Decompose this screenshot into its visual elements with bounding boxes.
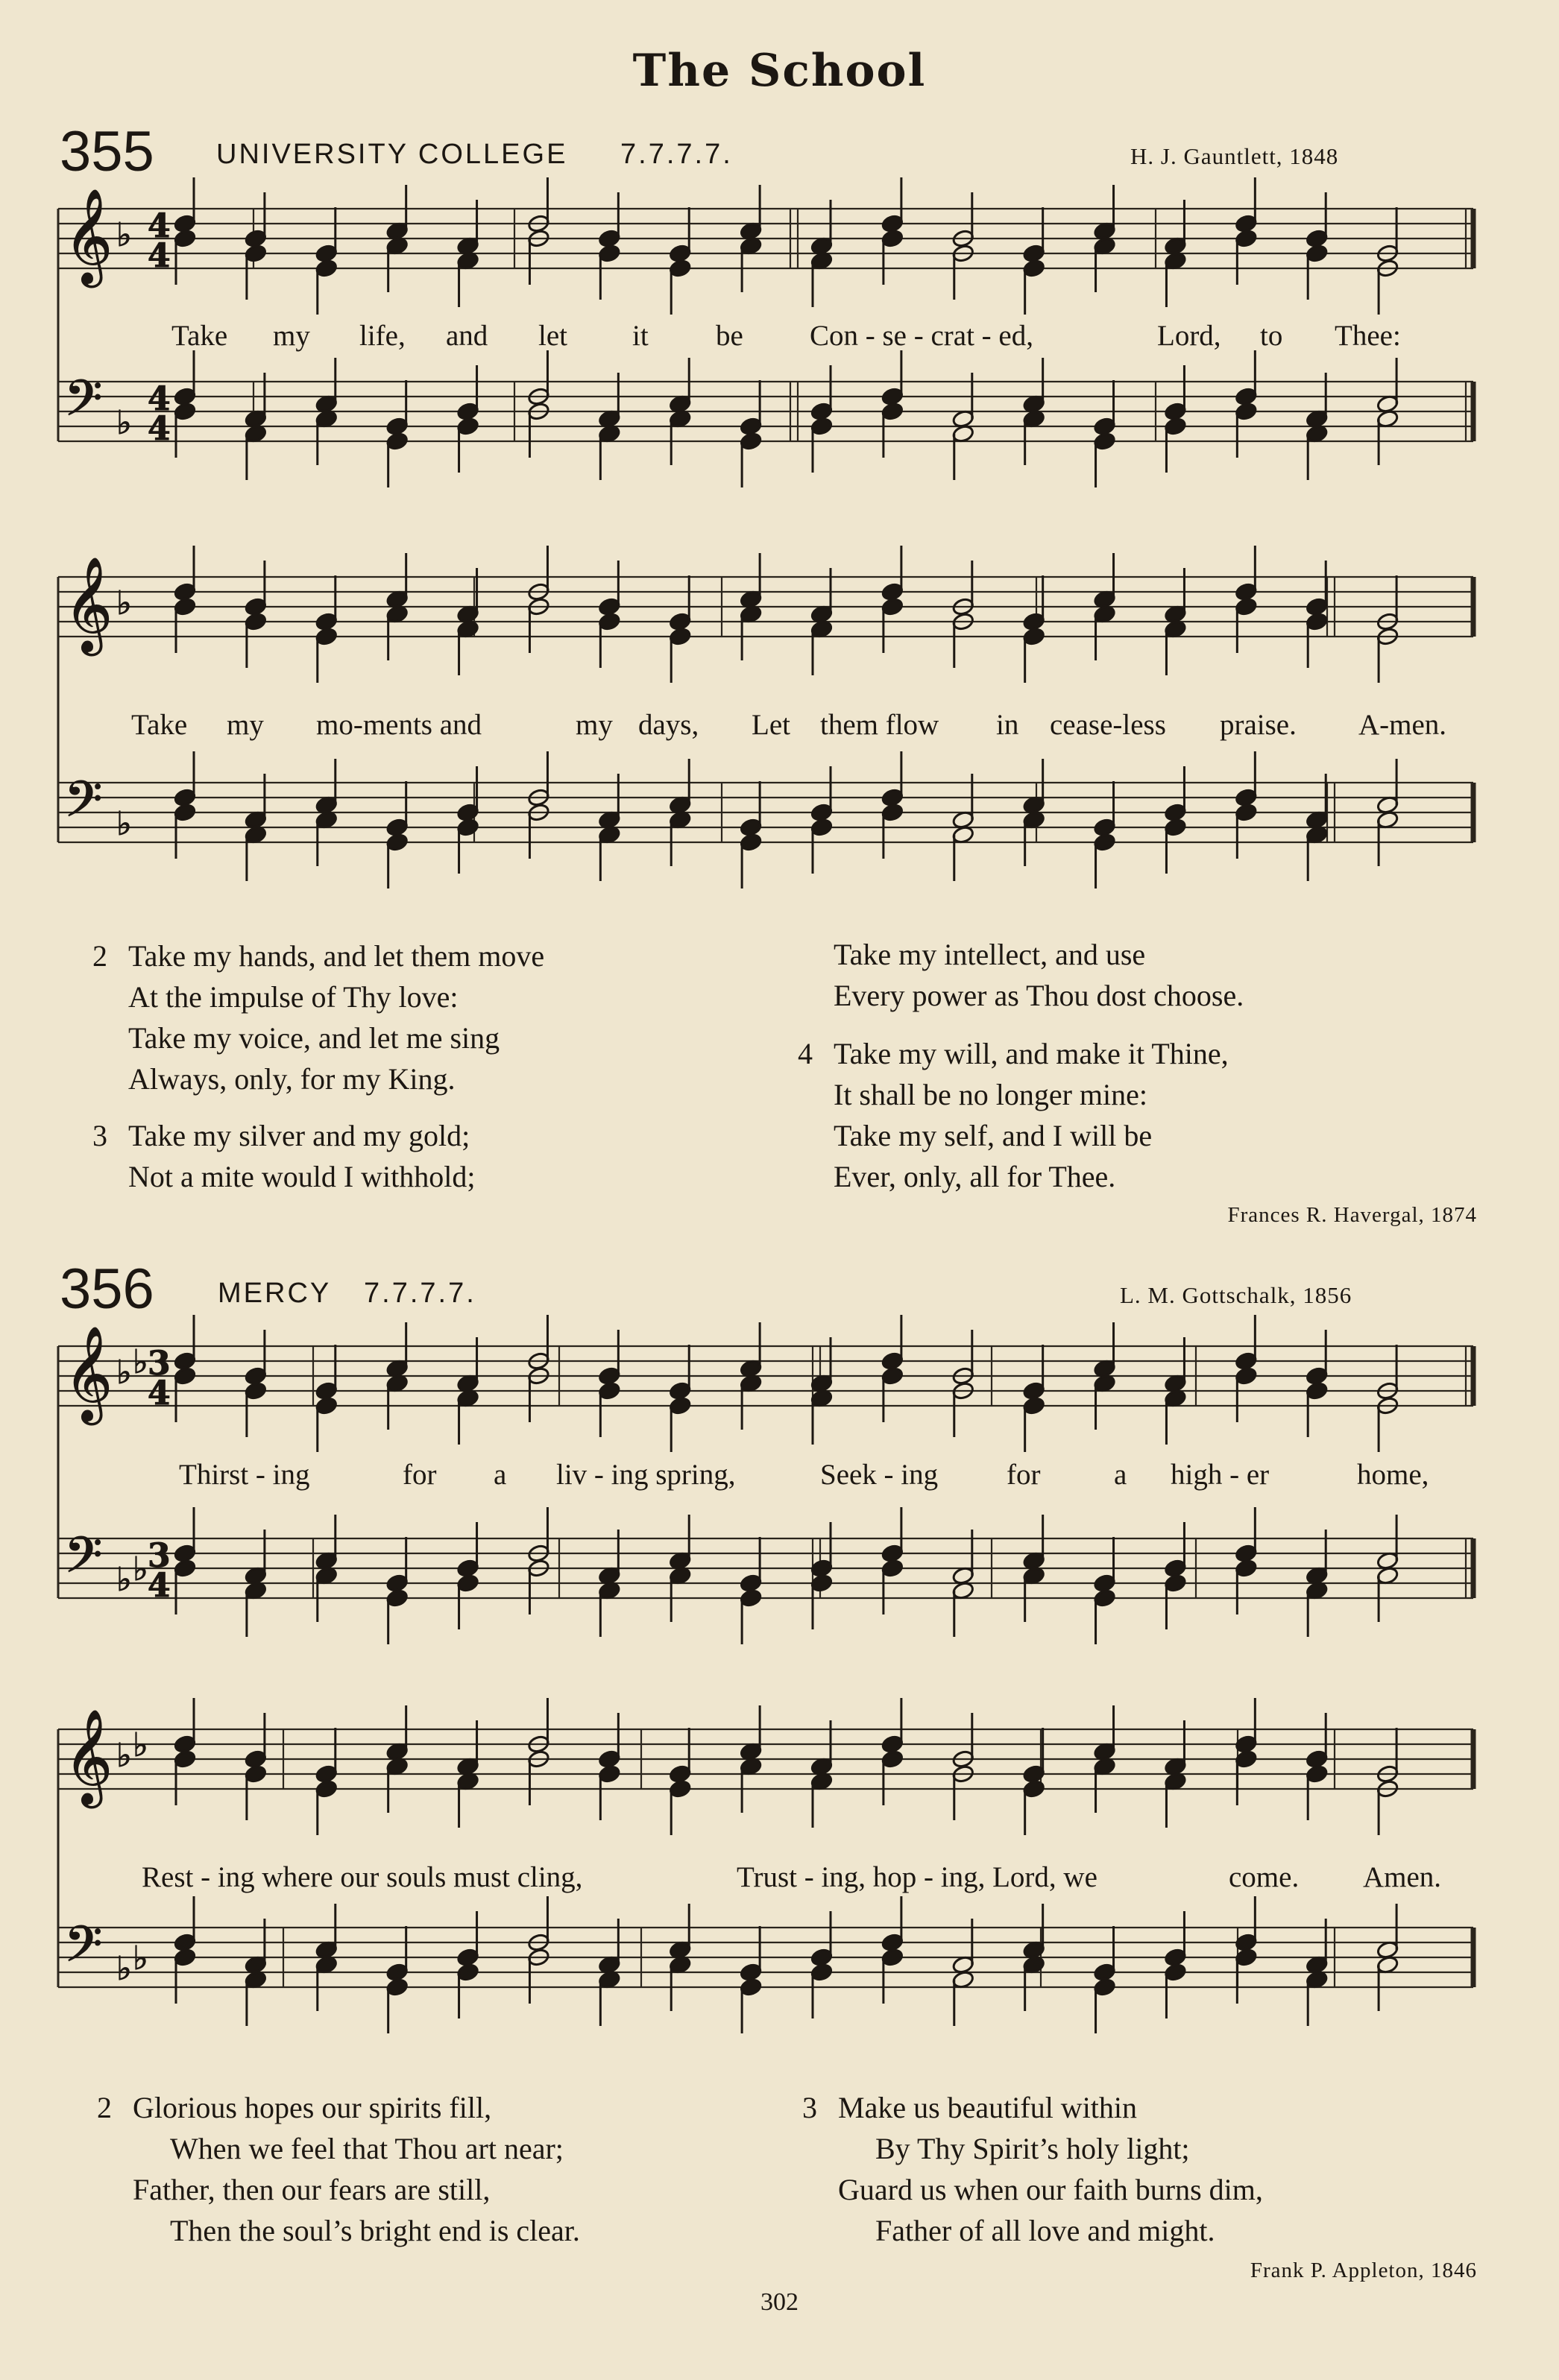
verse-line: Take my hands, and let them move — [128, 939, 545, 973]
lyric-syllable: Take — [171, 320, 228, 352]
lyric-syllable: a — [494, 1459, 507, 1491]
verse-line: Father of all love and might. — [875, 2214, 1215, 2247]
flat-sign: ♭ — [116, 805, 132, 843]
bass-clef: 𝄢 — [64, 771, 103, 840]
verse-line: Take my self, and I will be — [834, 1119, 1153, 1152]
lyric-syllable: a — [1114, 1459, 1127, 1491]
verse-3 — [92, 1115, 763, 1197]
verse-2 — [92, 935, 763, 1099]
verse-line: Not a mite would I withhold; — [128, 1160, 476, 1193]
verse-4 — [798, 1033, 1469, 1197]
meter: 7.7.7.7. — [364, 1278, 476, 1309]
lyric-syllable: A-men. — [1358, 709, 1447, 741]
verse-line: Take my intellect, and use — [834, 938, 1146, 971]
hymn-number-356: 356 — [60, 1257, 154, 1321]
verse-line: Ever, only, all for Thee. — [834, 1160, 1116, 1193]
time-signature: 4 — [148, 380, 171, 418]
time-signature: 4 — [148, 207, 171, 245]
lyric-syllable: Amen. — [1363, 1861, 1442, 1893]
flat-sign: ♭ — [116, 1737, 132, 1775]
flat-sign: ♭ — [116, 1561, 132, 1599]
time-signature: 3 — [148, 1537, 171, 1575]
treble-clef: 𝄞 — [64, 1708, 113, 1804]
lyric-syllable: my — [227, 709, 264, 741]
meter: 7.7.7.7. — [620, 139, 733, 170]
lyric-syllable: them flow — [820, 709, 939, 741]
treble-clef: 𝄞 — [64, 1325, 113, 1421]
verse-number: 3 — [92, 1119, 107, 1152]
bass-clef: 𝄢 — [64, 370, 103, 439]
verse-line: Every power as Thou dost choose. — [834, 979, 1244, 1012]
verse-line: By Thy Spirit’s holy light; — [875, 2132, 1190, 2165]
bass-clef: 𝄢 — [64, 1527, 103, 1596]
flat-sign: ♭ — [116, 1950, 132, 1988]
author-credit: Frank P. Appleton, 1846 — [1250, 2259, 1477, 2282]
verse-line: Always, only, for my King. — [128, 1062, 456, 1096]
page-number: 302 — [760, 2288, 799, 2316]
time-signature: 4 — [148, 237, 171, 275]
verse-line: When we feel that Thou art near; — [170, 2132, 564, 2165]
lyric-syllable: be — [716, 320, 743, 352]
verse-line: Then the soul’s bright end is clear. — [170, 2214, 580, 2247]
lyric-syllable: Lord, — [1157, 320, 1221, 352]
time-signature: 4 — [148, 410, 171, 448]
lyric-syllable: days, — [638, 709, 699, 741]
verse-number: 2 — [97, 2091, 112, 2124]
lyric-syllable: Let — [752, 709, 790, 741]
verse-line: Take my will, and make it Thine, — [834, 1037, 1229, 1070]
lyric-syllable: home, — [1357, 1459, 1429, 1491]
lyric-syllable: my — [576, 709, 613, 741]
lyric-syllable: Take — [131, 709, 188, 741]
treble-clef: 𝄞 — [64, 556, 113, 651]
verse-line: Take my silver and my gold; — [128, 1119, 470, 1152]
verse-number: 4 — [798, 1037, 813, 1070]
time-signature: 4 — [148, 1374, 171, 1412]
lyric-syllable: Trust - ing, hop - ing, Lord, we — [737, 1861, 1097, 1893]
lyric-syllable: for — [403, 1459, 437, 1491]
lyric-syllable: in — [996, 709, 1019, 741]
flat-sign: ♭ — [116, 584, 132, 622]
lyric-syllable: let — [538, 320, 567, 352]
composer: L. M. Gottschalk, 1856 — [1120, 1282, 1352, 1308]
verse-3-continued — [798, 934, 1469, 1016]
flat-sign: ♭ — [133, 1939, 148, 1977]
lyric-syllable: to — [1260, 320, 1283, 352]
verse-number: 3 — [802, 2091, 817, 2124]
lyric-syllable: liv - ing spring, — [556, 1459, 736, 1491]
flat-sign: ♭ — [116, 216, 132, 254]
lyric-syllable: and — [446, 320, 488, 352]
flat-sign: ♭ — [133, 1550, 148, 1588]
verse-3 — [802, 2087, 1473, 2251]
verse-line: Glorious hopes our spirits fill, — [133, 2091, 492, 2124]
lyric-syllable: Seek - ing — [820, 1459, 939, 1491]
lyric-syllable: life, — [359, 320, 406, 352]
verse-2 — [97, 2087, 805, 2251]
lyric-syllable: Rest - ing where our souls must cling, — [142, 1861, 583, 1893]
lyric-syllable: come. — [1229, 1861, 1300, 1893]
time-signature: 4 — [148, 1567, 171, 1605]
flat-sign: ♭ — [133, 1726, 148, 1764]
verse-number: 2 — [92, 939, 107, 973]
flat-sign: ♭ — [116, 404, 132, 442]
section-title: The School — [632, 45, 927, 97]
composer: H. J. Gauntlett, 1848 — [1130, 143, 1339, 169]
verse-line: Father, then our fears are still, — [133, 2173, 491, 2206]
lyric-syllable: Thee: — [1335, 320, 1401, 352]
lyric-syllable: it — [632, 320, 649, 352]
lyric-syllable: praise. — [1220, 709, 1297, 741]
flat-sign: ♭ — [133, 1343, 148, 1381]
tune-name: MERCY — [218, 1278, 332, 1309]
verse-line: It shall be no longer mine: — [834, 1078, 1148, 1111]
flat-sign: ♭ — [116, 1354, 132, 1392]
lyric-syllable: high - er — [1171, 1459, 1270, 1491]
tune-name: UNIVERSITY COLLEGE — [216, 139, 568, 170]
lyric-syllable: for — [1007, 1459, 1041, 1491]
bass-clef: 𝄢 — [64, 1916, 103, 1985]
verse-line: At the impulse of Thy love: — [128, 980, 459, 1014]
verse-line: Guard us when our faith burns dim, — [838, 2173, 1263, 2206]
lyric-syllable: Thirst - ing — [179, 1459, 310, 1491]
verse-line: Take my voice, and let me sing — [128, 1021, 500, 1055]
verse-line: Make us beautiful within — [838, 2091, 1138, 2124]
time-signature: 3 — [148, 1345, 171, 1383]
lyric-syllable: cease-less — [1050, 709, 1166, 741]
hymn-number-355: 355 — [60, 120, 154, 183]
author-credit: Frances R. Havergal, 1874 — [1227, 1203, 1477, 1227]
lyric-syllable: my — [273, 320, 310, 352]
lyric-syllable: mo-ments and — [316, 709, 482, 741]
treble-clef: 𝄞 — [64, 188, 113, 283]
lyric-syllable: Con - se - crat - ed, — [810, 320, 1033, 352]
